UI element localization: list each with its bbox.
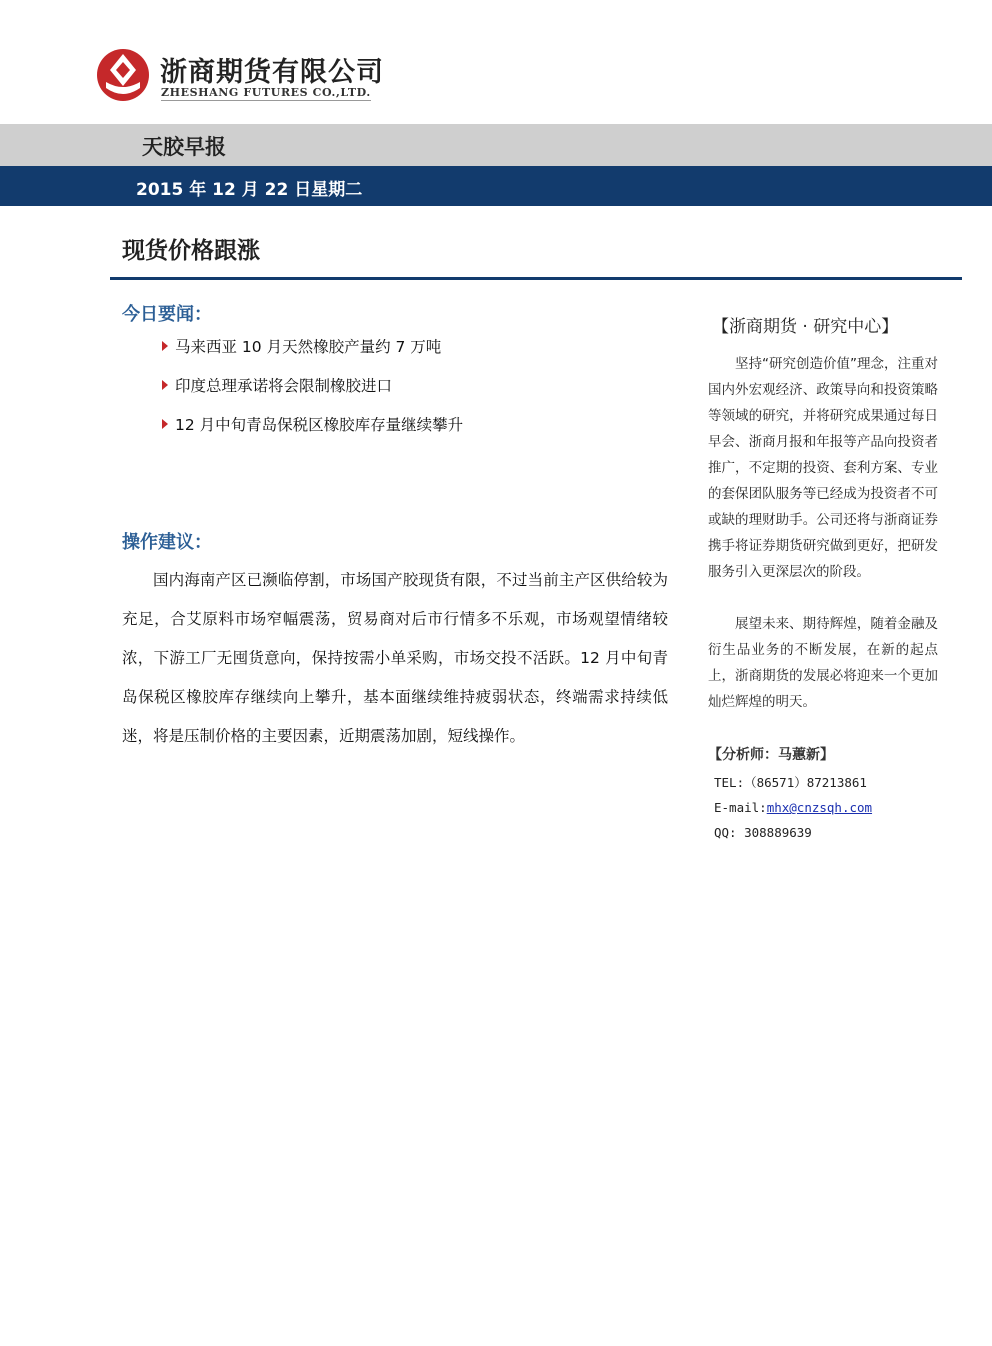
news-item-text: 马来西亚 10 月天然橡胶产量约 7 万吨 xyxy=(175,338,442,356)
report-name-band xyxy=(0,124,992,166)
report-date: 2015 年 12 月 22 日星期二 xyxy=(136,180,363,200)
analyst-tel: TEL:（86571）87213861 xyxy=(714,775,867,790)
news-section-title: 今日要闻： xyxy=(122,304,212,325)
triangle-bullet-icon xyxy=(162,341,168,351)
triangle-bullet-icon xyxy=(162,380,168,390)
analyst-email-row xyxy=(714,800,872,815)
logo-mark-icon xyxy=(96,48,150,102)
report-name: 天胶早报 xyxy=(142,135,226,159)
analyst-qq: QQ: 308889639 xyxy=(714,825,812,840)
company-logo xyxy=(96,48,384,104)
company-name-en: ZHESHANG FUTURES CO.,LTD. xyxy=(161,86,371,99)
news-item-text: 12 月中旬青岛保税区橡胶库存量继续攀升 xyxy=(175,416,464,434)
company-name-cn: 浙商期货有限公司 xyxy=(160,57,384,88)
email-label: E-mail: xyxy=(714,800,767,815)
news-item xyxy=(162,335,441,357)
email-link[interactable]: mhx@cnzsqh.com xyxy=(766,800,873,815)
triangle-bullet-icon xyxy=(162,419,168,429)
headline: 现货价格跟涨 xyxy=(122,238,260,264)
sidebar-title: 【浙商期货 · 研究中心】 xyxy=(712,317,899,337)
news-item-text: 印度总理承诺将会限制橡胶进口 xyxy=(175,377,393,395)
analyst-name: 【分析师：马蕙新】 xyxy=(708,747,834,763)
headline-divider xyxy=(110,277,962,280)
advice-text: 国内海南产区已濒临停割，市场国产胶现货有限，不过当前主产区供给较为充足，合艾原料市场窄幅震荡，贸易商对后市行情多不乐观，市场观望情绪较浓，下游工厂无囤货意向，保持按需小单采购，市场交投不活跃。12 月中旬青岛保税区橡胶库存继续向上攀升，基本面继续维持疲弱状态，终端需求持续低迷，将是压制价格的主要因素，近期震荡加剧，短线操作。 xyxy=(122,571,668,745)
sidebar-outlook-paragraph: 展望未来、期待辉煌，随着金融及衍生品业务的不断发展，在新的起点上，浙商期货的发展必将迎来一个更加灿烂辉煌的明天。 xyxy=(708,616,938,710)
news-item xyxy=(162,413,463,435)
news-item xyxy=(162,374,392,396)
sidebar-intro-paragraph: 坚持“研究创造价值”理念，注重对国内外宏观经济、政策导向和投资策略等领域的研究，并将研究成果通过每日早会、浙商月报和年报等产品向投资者推广，不定期的投资、套利方案、专业的套保团队服务等已经成为投资者不可或缺的理财助手。公司还将与浙商证券携手将证券期货研究做到更好，把研发服务引入更深层次的阶段。 xyxy=(708,356,938,580)
date-band xyxy=(0,166,992,206)
advice-section-title: 操作建议： xyxy=(122,532,212,553)
